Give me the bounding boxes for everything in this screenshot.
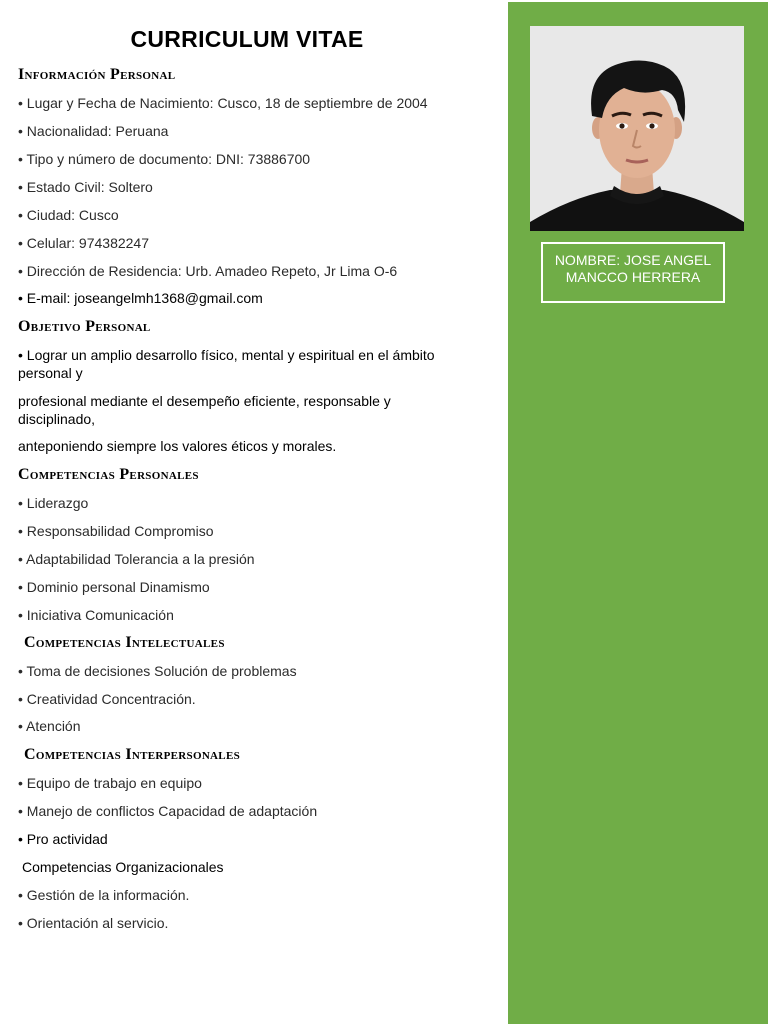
- heading-personal-skills: Competencias Personales: [18, 466, 199, 483]
- heading-organizational: Competencias Organizacionales: [22, 859, 224, 875]
- interpersonal-skill-item: • Pro actividad: [18, 831, 108, 847]
- personal-skill-item: • Adaptabilidad Tolerancia a la presión: [18, 551, 255, 567]
- info-email: • E-mail: joseangelmh1368@gmail.com: [18, 290, 263, 306]
- profile-photo: [530, 26, 744, 231]
- interpersonal-skill-item: • Manejo de conflictos Capacidad de adaptación: [18, 803, 318, 819]
- info-phone: • Celular: 974382247: [18, 235, 149, 251]
- info-city: • Ciudad: Cusco: [18, 207, 119, 223]
- info-birth: • Lugar y Fecha de Nacimiento: Cusco, 18 de septiembre de 2004: [18, 95, 428, 111]
- info-nationality: • Nacionalidad: Peruana: [18, 123, 169, 139]
- objective-line-3: anteponiendo siempre los valores éticos y morales.: [18, 438, 337, 454]
- organizational-item: • Gestión de la información.: [18, 887, 190, 903]
- info-civil-status: • Estado Civil: Soltero: [18, 179, 153, 195]
- objective-line-1: • Lograr un amplio desarrollo físico, mental y espiritual en el ámbito personal y: [18, 347, 435, 381]
- personal-skill-item: • Dominio personal Dinamismo: [18, 579, 210, 595]
- heading-objective: Objetivo Personal: [18, 318, 151, 335]
- page-title: CURRICULUM VITAE: [130, 26, 364, 52]
- info-address: • Dirección de Residencia: Urb. Amadeo Repeto, Jr Lima O-6: [18, 263, 398, 279]
- personal-skill-item: • Iniciativa Comunicación: [18, 607, 174, 623]
- sidebar: [508, 2, 768, 1024]
- heading-personal-info: Información Personal: [18, 66, 176, 83]
- interpersonal-skill-item: • Equipo de trabajo en equipo: [18, 775, 202, 791]
- personal-skill-item: • Responsabilidad Compromiso: [18, 523, 214, 539]
- objective-line-2: profesional mediante el desempeño eficiente, responsable y disciplinado,: [18, 393, 391, 427]
- name-box: NOMBRE: JOSE ANGEL MANCCO HERRERA: [541, 242, 725, 303]
- intellectual-skill-item: • Atención: [18, 718, 81, 734]
- info-document: • Tipo y número de documento: DNI: 73886700: [18, 151, 311, 167]
- heading-interpersonal-skills: Competencias Interpersonales: [24, 746, 240, 763]
- organizational-item: • Orientación al servicio.: [18, 915, 169, 931]
- heading-intellectual-skills: Competencias Intelectuales: [24, 634, 225, 651]
- intellectual-skill-item: • Toma de decisiones Solución de problemas: [18, 663, 297, 679]
- personal-skill-item: • Liderazgo: [18, 495, 89, 511]
- intellectual-skill-item: • Creatividad Concentración.: [18, 691, 196, 707]
